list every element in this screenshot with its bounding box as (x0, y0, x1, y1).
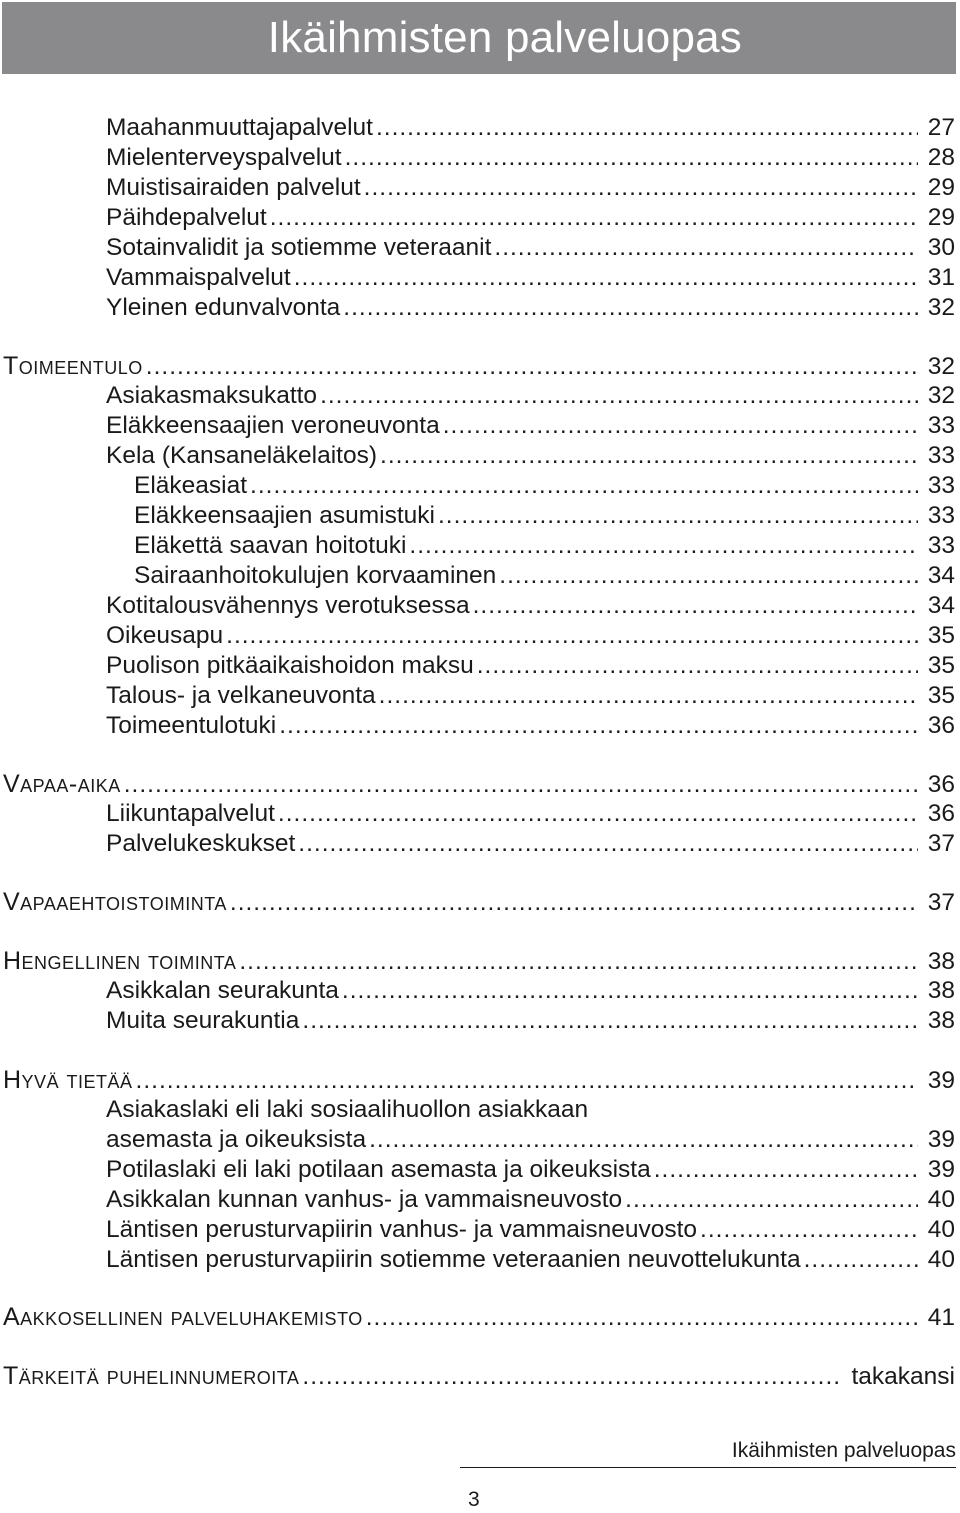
toc-section-page: 32 (927, 353, 955, 380)
toc-leader (473, 591, 918, 621)
toc-entry[interactable] (106, 591, 955, 621)
toc-entry-title: Vammaispalvelut (106, 264, 291, 291)
toc-leader (298, 829, 917, 859)
toc-entry[interactable] (106, 143, 955, 173)
toc-leader (320, 381, 918, 411)
toc-entry-title: Palvelukeskukset (106, 830, 296, 857)
toc-entry-title: Maahanmuuttajapalvelut (106, 114, 373, 141)
toc-section-title: Vapaa-aika (3, 770, 121, 798)
toc-entry[interactable] (106, 1125, 955, 1155)
toc-entry[interactable] (106, 976, 955, 1006)
page-number: 3 (468, 1488, 480, 1511)
toc-entry[interactable] (134, 561, 955, 591)
toc-entry-page: 32 (927, 294, 955, 321)
toc-entry-title: Mielenterveyspalvelut (106, 144, 342, 171)
toc-leader (364, 173, 918, 203)
toc-entry-page: 36 (927, 800, 955, 827)
toc-entry-title: Sotainvalidit ja sotiemme veteraanit (106, 234, 492, 261)
toc-section-page: 39 (927, 1067, 955, 1094)
toc-leader (376, 113, 918, 143)
toc-entry-continued-title[interactable]: Asiakaslaki eli laki sosiaalihuollon asiakkaan (106, 1096, 589, 1123)
toc-entry-page: 40 (927, 1246, 955, 1273)
toc-entry-title: Sairaanhoitokulujen korvaaminen (134, 562, 497, 589)
toc-entry-title: Asikkalan kunnan vanhus- ja vammaisneuvosto (106, 1186, 623, 1213)
toc-section[interactable] (3, 769, 955, 799)
toc-entry-page: 27 (927, 114, 955, 141)
toc-entry-page: 35 (927, 682, 955, 709)
toc-section-title: Tärkeitä puhelinnumeroita (3, 1362, 300, 1390)
toc-entry-title: Kotitalousvähennys verotuksessa (106, 592, 470, 619)
toc-entry[interactable] (106, 651, 955, 681)
toc-entry[interactable] (106, 1245, 955, 1275)
toc-section[interactable] (3, 1065, 955, 1095)
toc-entry-page: 31 (927, 264, 955, 291)
toc-entry[interactable] (106, 799, 955, 829)
toc-section-page: 38 (927, 948, 955, 975)
toc-entry-title: Talous- ja velkaneuvonta (106, 682, 376, 709)
toc-entry[interactable] (106, 681, 955, 711)
toc-entry-page: 33 (927, 412, 955, 439)
toc-entry-page: 28 (927, 144, 955, 171)
toc-entry[interactable] (106, 263, 955, 293)
toc-leader (477, 651, 918, 681)
toc-leader (226, 621, 918, 651)
footer-divider (460, 1467, 956, 1468)
toc-entry-page: 29 (927, 204, 955, 231)
toc-entry-page: 34 (927, 562, 955, 589)
toc-leader (345, 143, 918, 173)
toc-entry-page: 38 (927, 977, 955, 1004)
toc-entry-page: 34 (927, 592, 955, 619)
toc-leader (302, 1006, 917, 1036)
toc-leader (380, 441, 918, 471)
toc-leader (366, 1303, 918, 1332)
toc-section-page: 37 (927, 889, 955, 916)
toc-entry-title: Läntisen perusturvapiirin sotiemme veteraanien neuvottelukunta (106, 1246, 801, 1273)
toc-entry-page: 39 (927, 1126, 955, 1153)
toc-entry-title: Eläkkeensaajien veroneuvonta (106, 412, 440, 439)
toc-entry[interactable] (134, 531, 955, 561)
toc-section-title: Hyvä tietää (3, 1066, 133, 1094)
toc-entry[interactable] (106, 829, 955, 859)
toc-leader (494, 233, 917, 263)
toc-entry-title: Puolison pitkäaikaishoidon maksu (106, 652, 474, 679)
toc-entry-page: 33 (927, 472, 955, 499)
header-title: Ikäihmisten palveluopas (267, 13, 742, 62)
toc-entry-page: 33 (927, 502, 955, 529)
toc-entry-title: Liikuntapalvelut (106, 800, 275, 827)
toc-entry-page: 33 (927, 442, 955, 469)
toc-entry[interactable] (106, 411, 955, 441)
toc-entry[interactable] (106, 233, 955, 263)
toc-entry-title: Päihdepalvelut (106, 204, 267, 231)
toc-entry-title: Asikkalan seurakunta (106, 977, 339, 1004)
footer-title: Ikäihmisten palveluopas (731, 1439, 956, 1462)
toc-entry[interactable] (106, 1155, 955, 1185)
toc-leader (409, 531, 917, 561)
toc-entry-page: 35 (927, 622, 955, 649)
toc-leader (279, 711, 918, 741)
toc-section-page: takakansi (851, 1363, 955, 1390)
toc-entry-page: 32 (927, 382, 955, 409)
toc-entry-page: 37 (927, 830, 955, 857)
toc-leader (804, 1245, 918, 1275)
toc-leader (124, 770, 918, 799)
toc-leader (343, 293, 917, 323)
toc-entry-title: Yleinen edunvalvonta (106, 294, 341, 321)
toc-entry-title: Muistisairaiden palvelut (106, 174, 361, 201)
toc-entry-page: 35 (927, 652, 955, 679)
toc-entry-title: Eläkeasiat (134, 472, 248, 499)
toc-section-page: 41 (927, 1304, 955, 1331)
toc-entry[interactable] (106, 1215, 955, 1245)
toc-entry-page: 40 (927, 1186, 955, 1213)
toc-section[interactable] (3, 351, 955, 381)
toc-section-title: Toimeentulo (3, 352, 143, 380)
toc-leader (230, 888, 918, 917)
toc-entry-title: Kela (Kansaneläkelaitos) (106, 442, 378, 469)
toc-leader (499, 561, 917, 591)
toc-leader (700, 1215, 918, 1245)
toc-entry[interactable] (106, 173, 955, 203)
toc-entry[interactable] (106, 113, 955, 143)
toc-leader (146, 352, 918, 381)
toc-entry-page: 36 (927, 712, 955, 739)
toc-leader (278, 799, 918, 829)
toc-section[interactable] (3, 887, 955, 917)
toc-section-title: Aakkosellinen palveluhakemisto (3, 1303, 363, 1331)
toc-entry-title: Toimeentulotuki (106, 712, 277, 739)
toc-entry-title: Muita seurakuntia (106, 1007, 300, 1034)
toc-entry-title: asemasta ja oikeuksista (106, 1126, 367, 1153)
toc-entry[interactable] (106, 441, 955, 471)
toc-entry-title: Oikeusapu (106, 622, 224, 649)
toc-section-page: 36 (927, 771, 955, 798)
toc-entry[interactable] (106, 203, 955, 233)
toc-leader (438, 501, 918, 531)
toc-section-title: Vapaaehtoistoiminta (3, 888, 227, 916)
toc-entry[interactable] (106, 621, 955, 651)
toc-entry[interactable] (106, 711, 955, 741)
toc-leader (369, 1125, 918, 1155)
toc-entry-page: 40 (927, 1216, 955, 1243)
toc-section[interactable] (3, 946, 955, 976)
toc-entry-title: Potilaslaki eli laki potilaan asemasta ja oikeuksista (106, 1156, 651, 1183)
toc-section-title: Hengellinen toiminta (3, 947, 237, 975)
toc-section[interactable] (3, 1302, 955, 1332)
toc-entry-page: 38 (927, 1007, 955, 1034)
toc-entry-page: 33 (927, 532, 955, 559)
toc-entry[interactable] (106, 1006, 955, 1036)
toc-leader (625, 1185, 918, 1215)
toc-section[interactable] (3, 1361, 955, 1391)
toc-leader (136, 1066, 918, 1095)
toc-entry[interactable] (106, 1185, 955, 1215)
toc-entry-page: 39 (927, 1156, 955, 1183)
toc-entry-page: 30 (927, 234, 955, 261)
toc-leader (443, 411, 918, 441)
toc-entry-page: 29 (927, 174, 955, 201)
toc-entry[interactable] (106, 293, 955, 323)
toc-entry[interactable] (134, 501, 955, 531)
toc-entry-title: Läntisen perusturvapiirin vanhus- ja vammaisneuvosto (106, 1216, 698, 1243)
toc-leader (302, 1362, 841, 1391)
page-header (2, 2, 956, 74)
toc-leader (250, 471, 918, 501)
toc-entry[interactable] (134, 471, 955, 501)
toc-leader (239, 947, 917, 976)
toc-entry-title: Eläkettä saavan hoitotuki (134, 532, 407, 559)
toc-leader (342, 976, 918, 1006)
toc-leader (294, 263, 918, 293)
toc-leader (270, 203, 918, 233)
toc-leader (654, 1155, 918, 1185)
toc-leader (379, 681, 918, 711)
toc-entry-title: Eläkkeensaajien asumistuki (134, 502, 435, 529)
toc-entry-title: Asiakasmaksukatto (106, 382, 318, 409)
toc-entry[interactable] (106, 381, 955, 411)
